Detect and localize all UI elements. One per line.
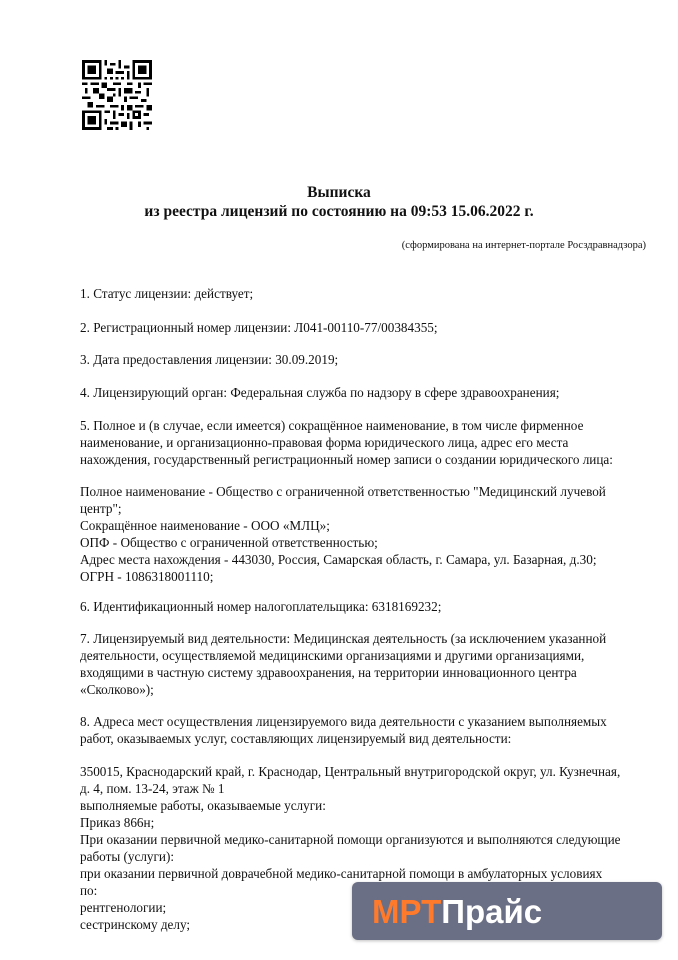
formed-note: (сформирована на интернет-портале Росздравнадзора) — [401, 240, 646, 251]
logo-part1: МРТ — [372, 892, 442, 930]
activity-address-details: 350015, Краснодарский край, г. Краснодар, Центральный внутригородской округ, ул. Кузнечная, д. 4, пом. 13-24, этаж № 1 выполняемые работы, оказываемые услуги: Приказ 866н; При оказании первичной медико-санитарной помощи организуются и выполняются следующие работы (услуги): при оказании первичной доврачебной медико-санитарной помощи в амбулаторных условиях по: рентгенологии; сестринскому делу; — [80, 764, 621, 932]
activity-addresses-heading: 8. Адреса мест осуществления лицензируемого вида деятельности с указанием выполняемых работ, оказываемых услуг, составляющих лицензируемый вид деятельности: — [80, 714, 607, 746]
document-title: Выписка — [307, 184, 371, 201]
organization-details: Полное наименование - Общество с ограниченной ответственностью "Медицинский лучевой центр"; Сокращённое наименование - ООО «МЛЦ»; ОПФ - Общество с ограниченной ответственностью; Адрес места нахождения - 443030, Россия, Самарская область, г. Самара, ул. Базарная, д.30; ОГРН - 1086318001110; — [80, 484, 606, 584]
logo-part2: Прайс — [441, 892, 543, 930]
issue-date: 3. Дата предоставления лицензии: 30.09.2019; — [80, 352, 339, 367]
licensing-authority: 4. Лицензирующий орган: Федеральная служба по надзору в сфере здравоохранения; — [80, 385, 560, 400]
document-subtitle: из реестра лицензий по состоянию на 09:53 15.06.2022 г. — [144, 203, 534, 220]
licensed-activity: 7. Лицензируемый вид деятельности: Медицинская деятельность (за исключением указанной деятельности, осуществляемой медицинскими организациями и другими организациями, входящими в частную систему здравоохранения, на территории инновационного центра «Сколково»); — [80, 631, 607, 697]
registration-number: 2. Регистрационный номер лицензии: Л041-00110-77/00384355; — [80, 320, 438, 335]
qr-code — [82, 60, 152, 130]
license-status: 1. Статус лицензии: действует; — [80, 286, 254, 301]
mrtprice-watermark-logo — [352, 882, 662, 940]
entity-names-heading: 5. Полное и (в случае, если имеется) сокращённое наименование, в том числе фирменное наименование, и организационно-правовая форма юридического лица, адрес его места нахождения, государственный регистрационный номер записи о создании юридического лица: — [80, 418, 613, 467]
inn: 6. Идентификационный номер налогоплательщика: 6318169232; — [80, 599, 442, 614]
